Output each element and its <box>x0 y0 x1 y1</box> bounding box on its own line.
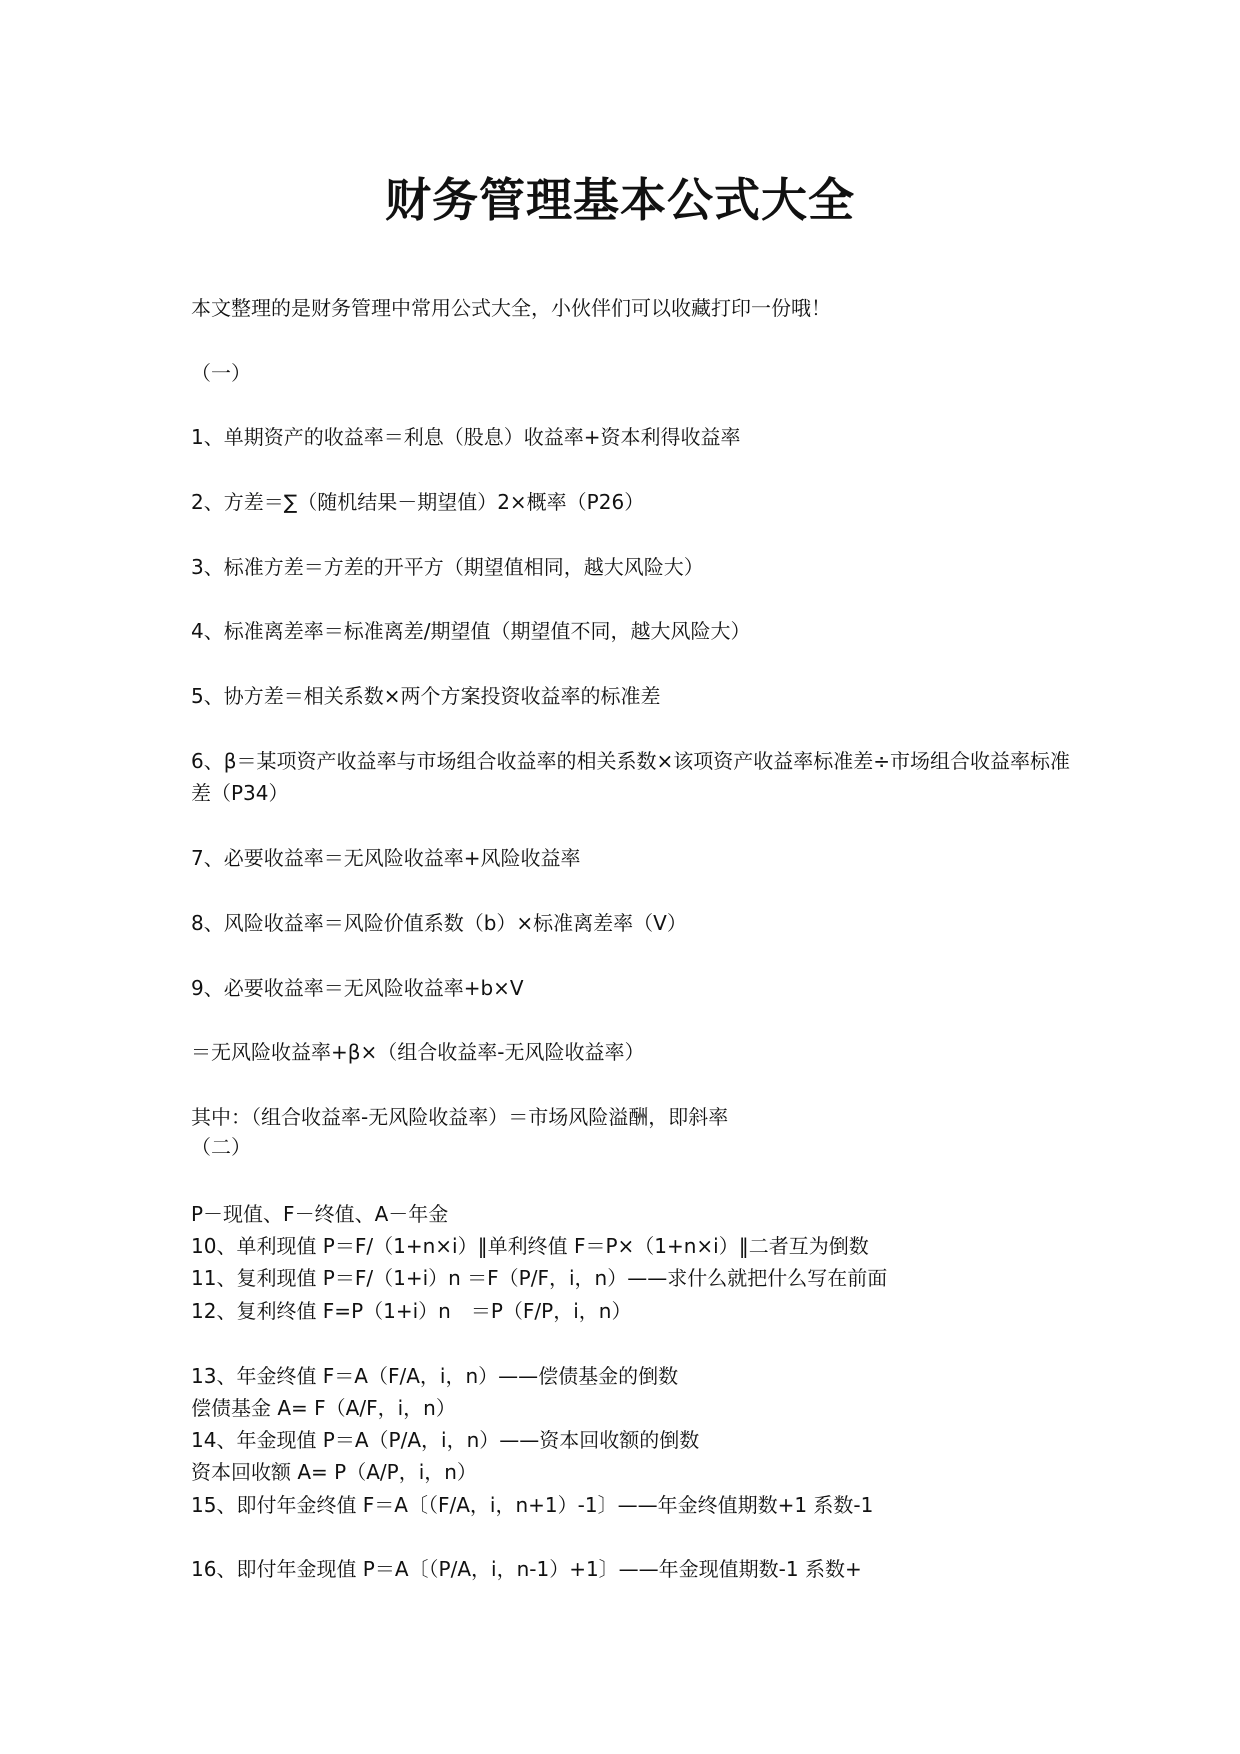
intro-paragraph: 本文整理的是财务管理中常用公式大全，小伙伴们可以收藏打印一份哦！ <box>191 296 831 320</box>
formula-line-9-continued: ＝无风险收益率+β×（组合收益率-无风险收益率） <box>191 1040 645 1064</box>
page-title: 财务管理基本公式大全 <box>385 173 855 227</box>
formula-line-14: 14、年金现值 P＝A（P/A，i，n）——资本回收额的倒数 <box>191 1428 700 1452</box>
formula-line-10: 10、单利现值 P＝F/（1+n×i）‖单利终值 F＝P×（1+n×i）‖二者互为倒数 <box>191 1234 869 1258</box>
formula-line-9: 9、必要收益率＝无风险收益率+b×V <box>191 976 524 1000</box>
notation-line: P－现值、F－终值、A－年金 <box>191 1202 449 1226</box>
formula-line-6: 6、β＝某项资产收益率与市场组合收益率的相关系数×该项资产收益率标准差÷市场组合收益率标准差（P34） <box>191 749 1071 805</box>
formula-line-4: 4、标准离差率＝标准离差/期望值（期望值不同，越大风险大） <box>191 619 751 643</box>
formula-line-5: 5、协方差＝相关系数×两个方案投资收益率的标准差 <box>191 684 661 708</box>
formula-line-13: 13、年金终值 F＝A（F/A，i，n）——偿债基金的倒数 <box>191 1364 679 1388</box>
formula-line-15: 15、即付年金终值 F＝A〔（F/A，i，n+1）-1〕——年金终值期数+1 系数-1 <box>191 1493 874 1517</box>
section-heading-2: （二） <box>191 1135 251 1159</box>
formula-line-16: 16、即付年金现值 P＝A〔（P/A，i，n-1）+1〕——年金现值期数-1 系数+ <box>191 1557 862 1581</box>
formula-line-12: 12、复利终值 F=P（1+i）n ＝P（F/P，i，n） <box>191 1299 632 1323</box>
formula-line-3: 3、标准方差＝方差的开平方（期望值相同，越大风险大） <box>191 555 704 579</box>
formula-line-7: 7、必要收益率＝无风险收益率+风险收益率 <box>191 846 581 870</box>
formula-line-2: 2、方差＝∑（随机结果－期望值）2×概率（P26） <box>191 490 645 514</box>
formula-note: 其中：（组合收益率-无风险收益率）＝市场风险溢酬，即斜率 <box>191 1105 729 1129</box>
section-heading-1: （一） <box>191 361 251 385</box>
formula-line-13-note: 偿债基金 A= F（A/F，i，n） <box>191 1396 456 1420</box>
formula-line-8: 8、风险收益率＝风险价值系数（b）×标准离差率（V） <box>191 911 687 935</box>
formula-line-14-note: 资本回收额 A= P（A/P，i，n） <box>191 1460 477 1484</box>
formula-line-1: 1、单期资产的收益率＝利息（股息）收益率+资本利得收益率 <box>191 425 741 449</box>
formula-line-11: 11、复利现值 P＝F/（1+i）n ＝F（P/F，i，n）——求什么就把什么写在前面 <box>191 1266 888 1290</box>
